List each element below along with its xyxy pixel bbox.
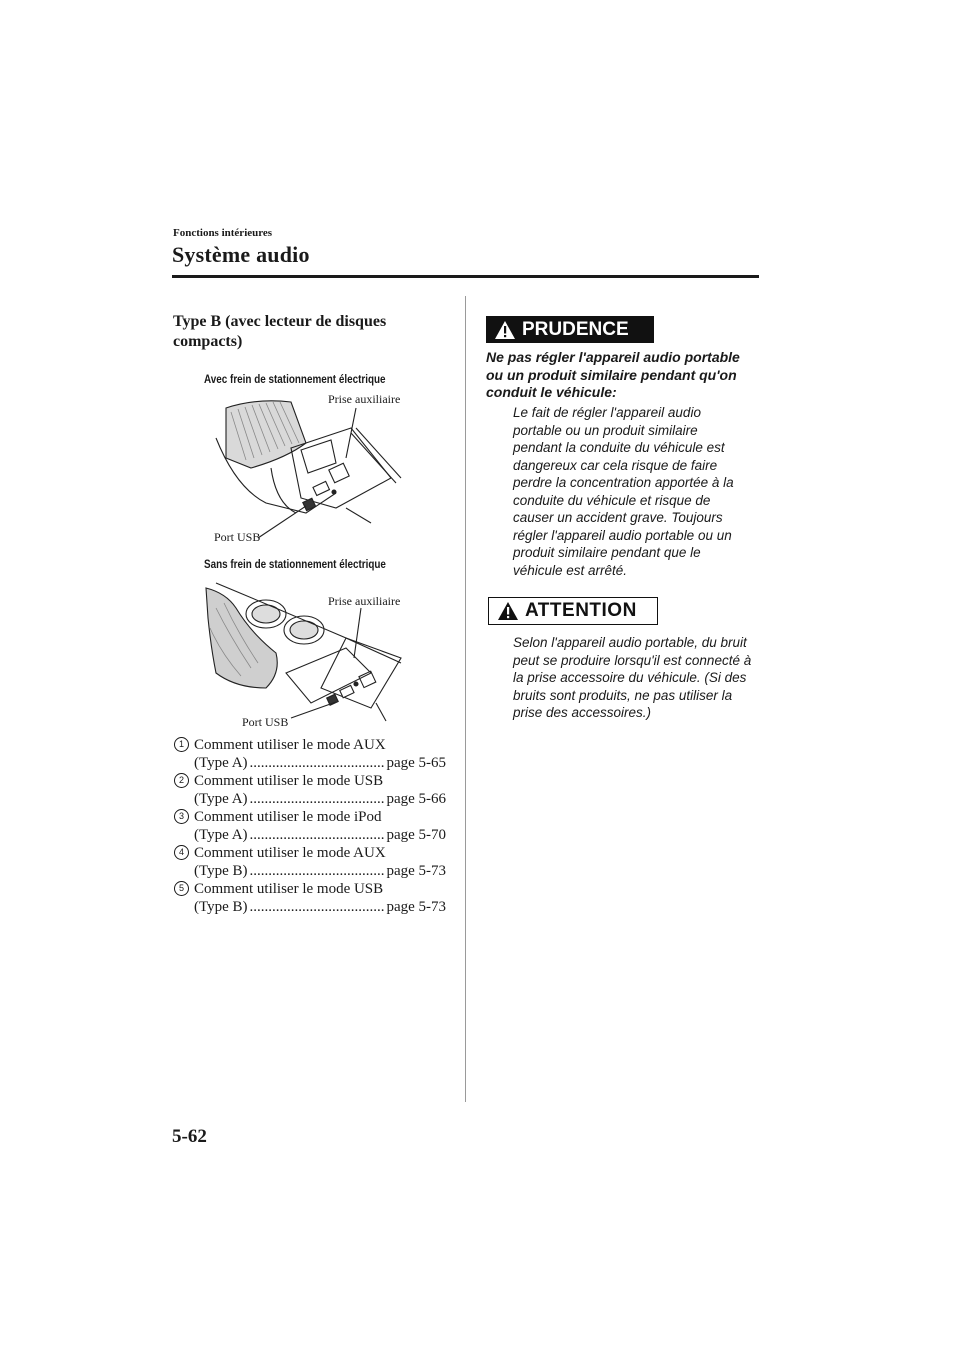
reference-page: page 5-66 — [386, 791, 446, 807]
column-divider — [465, 296, 466, 1102]
reference-item[interactable] — [174, 880, 446, 916]
dot-leader — [250, 754, 385, 772]
reference-number: 3 — [174, 809, 189, 824]
console-illustration-electric-brake — [196, 388, 426, 548]
reference-item[interactable] — [174, 736, 446, 772]
reference-item[interactable] — [174, 844, 446, 880]
prudence-label: PRUDENCE — [522, 318, 629, 340]
reference-list — [174, 736, 446, 916]
console-illustration-no-electric-brake — [196, 578, 426, 733]
dot-leader — [250, 790, 385, 808]
figure1-caption: Avec frein de stationnement électrique — [204, 374, 386, 386]
figure1-label-aux: Prise auxiliaire — [328, 392, 401, 406]
subheading: Type B (avec lecteur de disques compacts) — [173, 313, 387, 350]
section-label: Fonctions intérieures — [173, 227, 273, 239]
figure1-label-usb: Port USB — [214, 530, 261, 544]
reference-number: 4 — [174, 845, 189, 860]
reference-type: (Type A) — [194, 791, 248, 807]
reference-page: page 5-65 — [386, 755, 446, 771]
attention-label: ATTENTION — [525, 600, 637, 621]
reference-page: page 5-73 — [386, 899, 446, 915]
reference-title: Comment utiliser le mode AUX — [194, 737, 386, 753]
reference-page: page 5-73 — [386, 863, 446, 879]
figure2-caption: Sans frein de stationnement électrique — [204, 559, 386, 571]
attention-body: Selon l'appareil audio portable, du bruit peut se produire lorsqu'il est connecté à la prise accessoire du véhicule. (Si des bruits sont produits, ne pas utiliser la prise des accessoires.) — [513, 635, 752, 720]
reference-type: (Type B) — [194, 899, 248, 915]
reference-title: Comment utiliser le mode USB — [194, 773, 384, 789]
reference-number: 1 — [174, 737, 189, 752]
reference-item[interactable] — [174, 808, 446, 844]
figure2-label-aux: Prise auxiliaire — [328, 594, 401, 608]
reference-number: 5 — [174, 881, 189, 896]
reference-title: Comment utiliser le mode AUX — [194, 845, 386, 861]
reference-item[interactable] — [174, 772, 446, 808]
reference-page: page 5-70 — [386, 827, 446, 843]
prudence-banner — [486, 316, 654, 343]
warning-triangle-icon — [494, 320, 516, 340]
dot-leader — [250, 826, 385, 844]
reference-number: 2 — [174, 773, 189, 788]
figure2-label-usb: Port USB — [242, 715, 289, 729]
reference-title: Comment utiliser le mode iPod — [194, 809, 382, 825]
header-rule — [172, 275, 759, 278]
reference-type: (Type B) — [194, 863, 248, 879]
dot-leader — [250, 862, 385, 880]
attention-banner — [488, 597, 658, 625]
reference-type: (Type A) — [194, 755, 248, 771]
reference-title: Comment utiliser le mode USB — [194, 881, 384, 897]
warning-triangle-icon — [497, 601, 519, 621]
page-number: 5-62 — [172, 1126, 207, 1147]
reference-type: (Type A) — [194, 827, 248, 843]
prudence-body: Le fait de régler l'appareil audio portable ou un produit similaire pendant la conduite du véhicule est dangereux car cela risque de faire perdre la concentration apportée à la conduite du véhicule et risque de causer un accident grave. Toujours régler l'appareil audio portable ou un produit similaire pendant que le véhicule est arrêté. — [513, 405, 734, 578]
prudence-heading: Ne pas régler l'appareil audio portable ou un produit similaire pendant qu'on conduit le véhicule: — [486, 349, 740, 400]
page-title: Système audio — [172, 242, 310, 267]
dot-leader — [250, 898, 385, 916]
